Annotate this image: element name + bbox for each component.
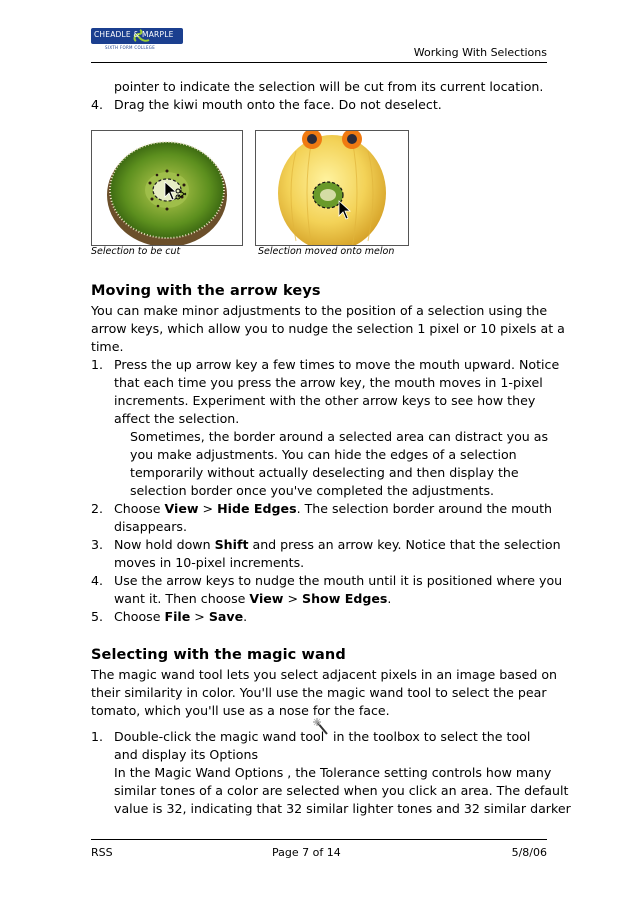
figure-caption: Selection to be cut [91,246,181,257]
step-text: disappears. [114,519,187,534]
step-number: 1. [91,357,104,372]
paragraph-line: time. [91,339,124,354]
melon-image [255,130,409,246]
header-divider [91,62,547,63]
step-number: 4. [91,97,104,112]
step-text: value is 32, indicating that 32 similar lighter tones and 32 similar darker [114,801,571,816]
step-number: 5. [91,609,104,624]
paragraph-line: You can make minor adjustments to the position of a selection using the [91,303,548,318]
note-text: Sometimes, the border around a selected area can distract you as [130,429,549,444]
step-text: increments. Experiment with the other arrow keys to see how they [114,393,536,408]
page-number: Page 7 of 14 [272,846,341,859]
step-text: want it. Then choose View > Show Edges. [114,591,392,606]
step-text: that each time you press the arrow key, the mouth moves in 1-pixel [114,375,543,390]
step-text: Choose File > Save. [114,609,248,624]
menu-path-save: Save [208,609,244,624]
paragraph-line: arrow keys, which allow you to nudge the selection 1 pixel or 10 pixels at a [91,321,565,336]
step-text: Double-click the magic wand tool [114,729,325,744]
step-text: Choose View > Hide Edges. The selection border around the mouth [114,501,553,516]
step-text: Use the arrow keys to nudge the mouth until it is positioned where you [114,573,563,588]
step-text: affect the selection. [114,411,240,426]
logo-subtitle: SIXTH FORM COLLEGE [105,45,156,50]
step-number: 3. [91,537,104,552]
step-text: Drag the kiwi mouth onto the face. Do not deselect. [114,97,442,112]
menu-path-view: View [164,501,199,516]
step-text: In the Magic Wand Options , the Tolerance setting controls how many [114,765,552,780]
section-heading: Moving with the arrow keys [91,283,321,299]
paragraph-line: The magic wand tool lets you select adjacent pixels in an image based on [91,667,558,682]
figure-caption: Selection moved onto melon [258,246,395,257]
menu-path-show-edges: Show Edges [302,591,388,606]
note-text: you make adjustments. You can hide the edges of a selection [130,447,517,462]
key-shift: Shift [214,537,249,552]
step-number: 1. [91,729,104,744]
section-heading: Selecting with the magic wand [91,647,346,663]
step-text: similar tones of a color are selected when you click an area. The default [114,783,569,798]
note-text: selection border once you've completed the adjustments. [130,483,495,498]
footer-date: 5/8/06 [511,846,547,859]
logo-text: CHEADLE & MARPLE [94,30,174,39]
menu-path-file: File [164,609,191,624]
step-text: Press the up arrow key a few times to move the mouth upward. Notice [114,357,560,372]
menu-path-hide-edges: Hide Edges [217,501,297,516]
step-text: moves in 10-pixel increments. [114,555,305,570]
step-number: 2. [91,501,104,516]
step-number: 4. [91,573,104,588]
step-text: in the toolbox to select the tool [333,729,531,744]
header-title: Working With Selections [413,46,547,59]
step-text: and display its Options [114,747,259,762]
paragraph-line: their similarity in color. You'll use the magic wand tool to select the pear [91,685,547,700]
intro-line: pointer to indicate the selection will be cut from its current location. [114,79,544,94]
note-text: temporarily without actually deselecting and then display the [130,465,519,480]
paragraph-line: tomato, which you'll use as a nose for the face. [91,703,390,718]
footer-author: RSS [91,846,113,859]
menu-path-view: View [249,591,284,606]
kiwi-image [91,130,243,246]
step-text: Now hold down Shift and press an arrow key. Notice that the selection [114,537,561,552]
college-logo [91,28,183,52]
footer-divider [91,839,547,840]
magic-wand-icon [311,717,331,739]
